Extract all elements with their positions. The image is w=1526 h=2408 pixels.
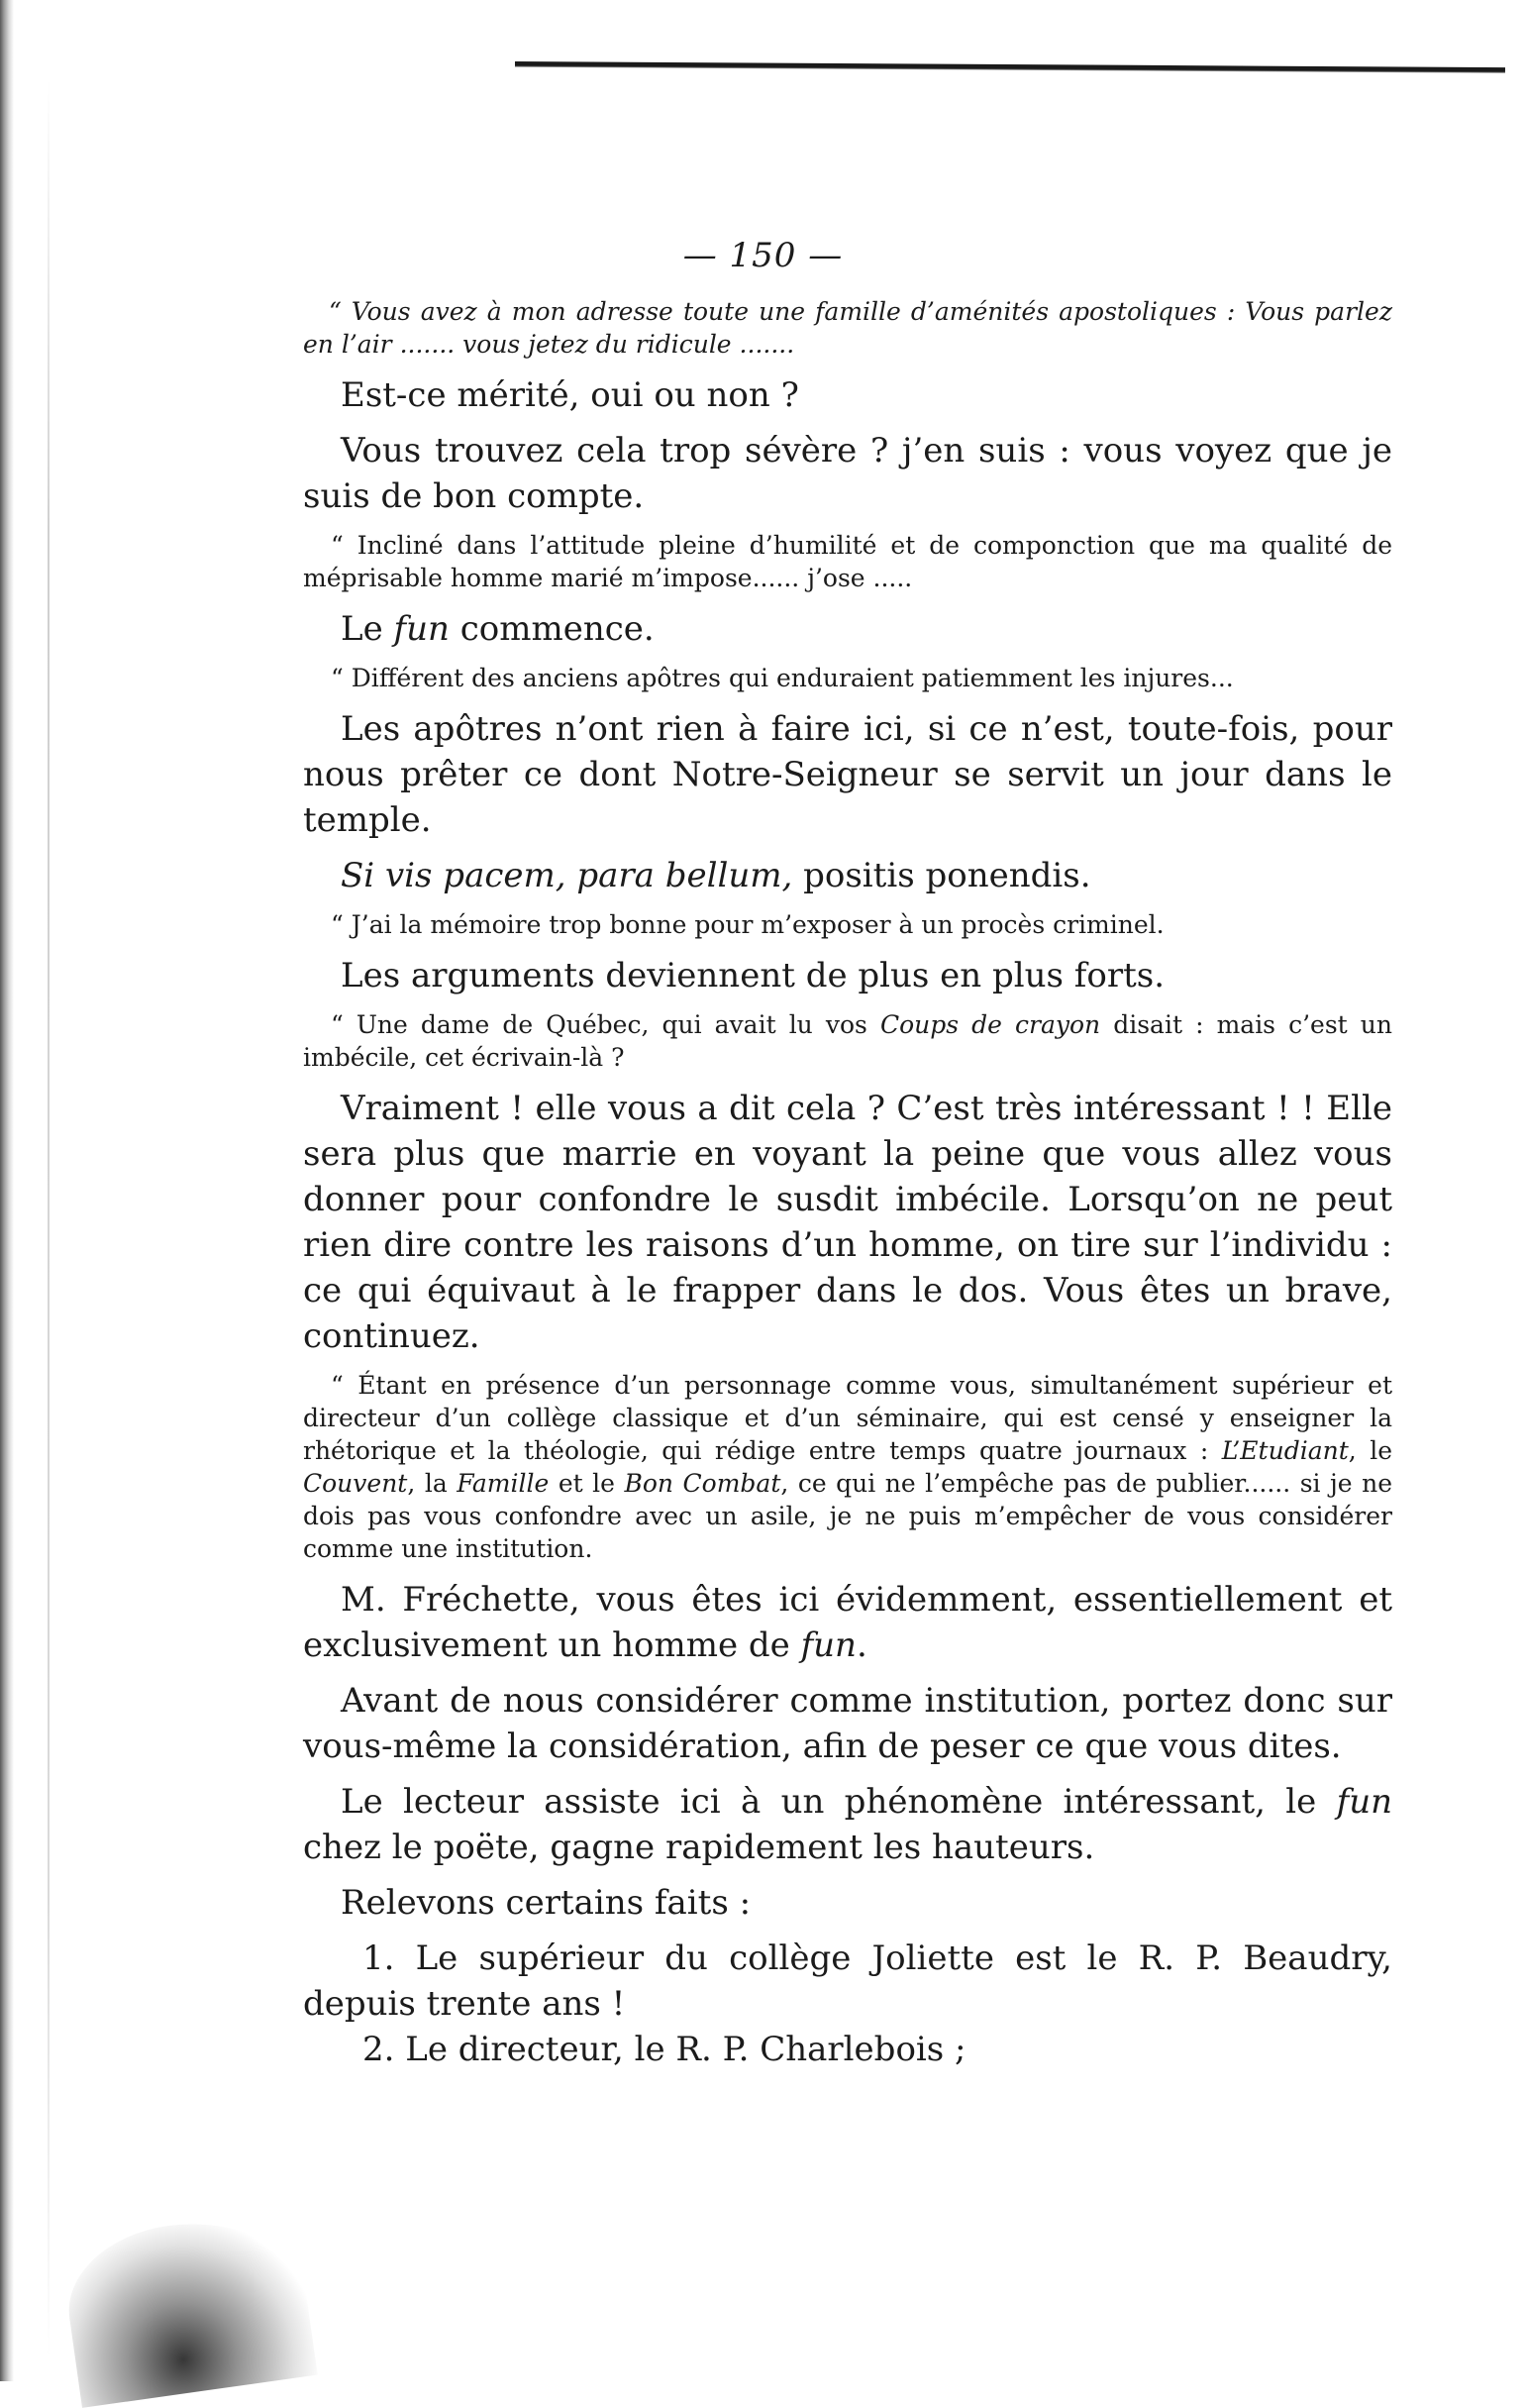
text-run: . (856, 1625, 867, 1665)
quote-block (303, 1008, 1392, 1074)
quote-block: “ Différent des anciens apôtres qui enduraient patiemment les injures... (331, 664, 1234, 692)
emphasis: Si vis pacem, para bellum, (341, 856, 793, 895)
top-rule (515, 61, 1505, 73)
paragraph: Relevons certains faits : (341, 1883, 752, 1923)
paragraph: Vous trouvez cela trop sévère ? j’en suis : vous voyez que je suis de bon compte. (303, 431, 1392, 516)
paragraph: Vraiment ! elle vous a dit cela ? C’est très intéressant ! ! Elle sera plus que marrie en voyant la peine que vous allez vous donner pour confondre le susdit imbécile. Lorsqu’on ne peut rien dire contre les raisons d’un homme, on tire sur l’individu : ce qui équivaut à le frapper dans le dos. Vous êtes un brave, continuez. (303, 1089, 1392, 1356)
text-run: et le (549, 1469, 625, 1498)
paragraph (303, 606, 1392, 652)
emphasis: fun (1336, 1782, 1392, 1822)
emphasis: Bon Combat (624, 1469, 781, 1498)
text-run: , la (407, 1469, 458, 1498)
paragraph (303, 853, 1392, 898)
emphasis: Coups de crayon (879, 1010, 1101, 1039)
text-run: positis ponendis. (792, 856, 1091, 895)
page-number: — 150 — (682, 236, 844, 275)
text-run: Le lecteur assiste ici à un phénomène intéressant, le (341, 1782, 1337, 1822)
text-run: “ Étant en présence d’un personnage comme vous, simultanément supérieur et directeur d’un collège classique et d’un séminaire, qui est censé y enseigner la rhétorique et la théologie, qui rédige entre temps quatre journaux : (303, 1371, 1392, 1465)
text-run: M. Fréchette, vous êtes ici évidemment, essentiellement et exclusivement un homme de (303, 1580, 1392, 1665)
paragraph (303, 1779, 1392, 1870)
emphasis: fun (800, 1625, 857, 1665)
page-body (303, 295, 1392, 2072)
binding-shadow (0, 0, 14, 2381)
text-run: Le (341, 609, 394, 649)
quote-text: “ Vous avez à mon adresse toute une famille d’aménités apostoliques : Vous parlez en l’air ....... vous jetez du ridicule ....... (303, 297, 1392, 359)
quote-block (303, 1369, 1392, 1565)
text-run: , ce qui ne l’empêche pas de publier...... si je ne dois pas vous confondre avec un asile, je ne puis m’empêcher de vous considérer comme une institution. (303, 1469, 1392, 1563)
text-run: “ Une dame de Québec, qui avait lu vos (331, 1010, 880, 1039)
emphasis: L’Etudiant (1221, 1436, 1349, 1465)
emphasis: Famille (457, 1469, 550, 1498)
paragraph: Les apôtres n’ont rien à faire ici, si ce n’est, toute-fois, pour nous prêter ce dont Notre-Seigneur se servit un jour dans le temple. (303, 709, 1392, 840)
page-crease (48, 79, 50, 2357)
quote-block: “ Incliné dans l’attitude pleine d’humilité et de componction que ma qualité de méprisable homme marié m’impose...... j’ose ..... (303, 531, 1392, 592)
list-item: 2. Le directeur, le R. P. Charlebois ; (362, 2030, 966, 2069)
text-run: chez le poëte, gagne rapidement les hauteurs. (303, 1828, 1095, 1867)
paragraph: Les arguments deviennent de plus en plus forts. (341, 956, 1166, 995)
quote-block (303, 295, 1392, 361)
emphasis: fun (393, 609, 450, 649)
text-run: disait : mais c’est un imbécile, cet écrivain-là ? (303, 1010, 1392, 1072)
emphasis: Couvent (303, 1469, 408, 1498)
ink-smudge (58, 2208, 317, 2408)
quote-block: “ J’ai la mémoire trop bonne pour m’exposer à un procès criminel. (331, 910, 1165, 939)
list-item: 1. Le supérieur du collège Joliette est le R. P. Beaudry, depuis trente ans ! (303, 1938, 1392, 2024)
paragraph: Avant de nous considérer comme institution, portez donc sur vous-même la considération, afin de peser ce que vous dites. (303, 1681, 1392, 1766)
paragraph: Est-ce mérité, oui ou non ? (341, 375, 799, 415)
paragraph (303, 1577, 1392, 1668)
text-run: , le (1348, 1436, 1392, 1465)
text-run: commence. (449, 609, 655, 649)
